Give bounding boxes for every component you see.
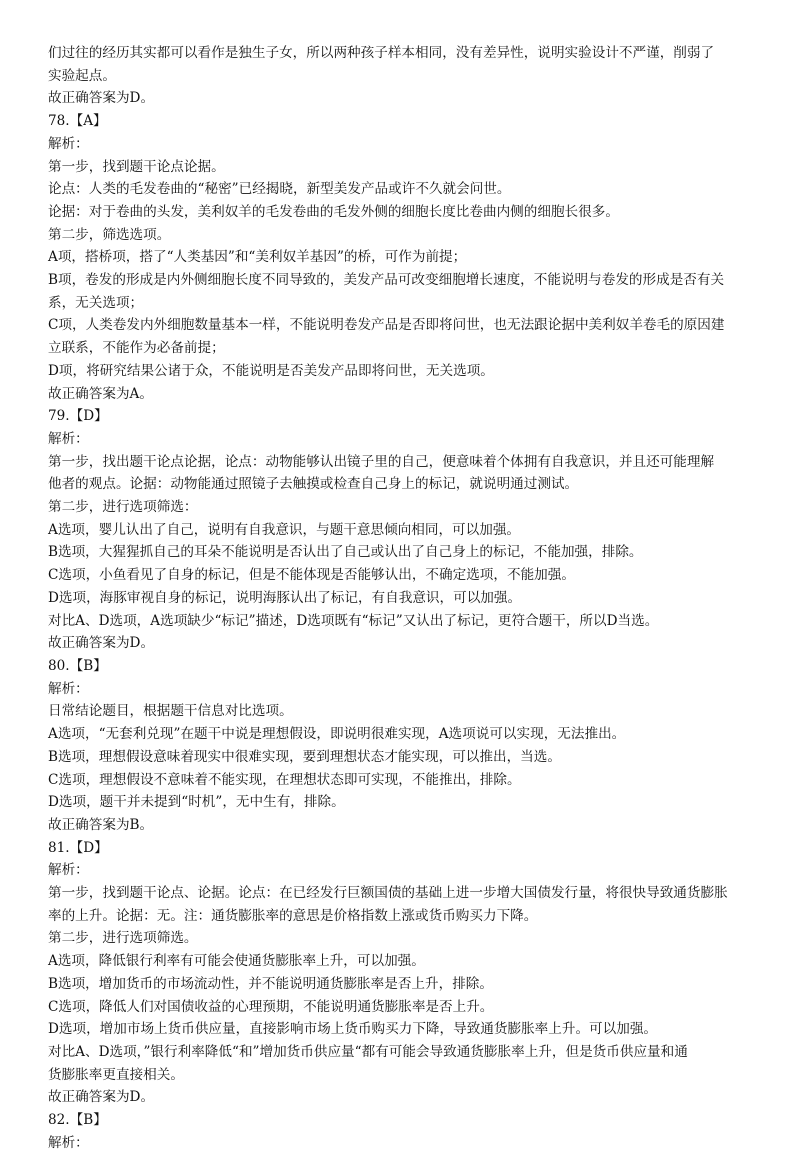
text-line: 故正确答案为A。: [48, 385, 153, 402]
text-line: 系，无关选项；: [48, 294, 144, 311]
text-line: 日常结论题目，根据题干信息对比选项。: [48, 703, 293, 720]
text-line: 第一步，找到题干论点、论据。论点：在已经发行巨额国债的基础上进一步增大国债发行量，将很快导致通货膨胀: [48, 885, 728, 902]
text-line: C选项，理想假设不意味着不能实现，在理想状态即可实现，不能推出，排除。: [48, 771, 521, 788]
text-line: 论据：对于卷曲的头发，美利奴羊的毛发卷曲的毛发外侧的细胞长度比卷曲内侧的细胞长很多。: [48, 203, 619, 220]
text-line: B选项，增加货币的市场流动性，并不能说明通货膨胀率是否上升，排除。: [48, 975, 493, 992]
question-number: 81.【D】: [48, 839, 108, 856]
text-line: 实验起点。: [48, 67, 116, 84]
text-line: 率的上升。论据：无。注：通货膨胀率的意思是价格指数上涨或货币购买力下降。: [48, 907, 538, 924]
text-line: 解析：: [48, 430, 89, 447]
text-line: 第二步，筛选选项。: [48, 226, 171, 243]
text-line: C选项，小鱼看见了自身的标记，但是不能体现是否能够认出，不确定选项，不能加强。: [48, 567, 575, 584]
text-line: 解析：: [48, 1134, 89, 1151]
text-line: 他者的观点。论据：动物能通过照镜子去触摸或检查自己身上的标记，就说明通过测试。: [48, 476, 579, 493]
text-line: 故正确答案为D。: [48, 635, 155, 652]
text-line: 第一步，找出题干论点论据，论点：动物能够认出镜子里的自己，便意味着个体拥有自我意识，并且还可能理解: [48, 453, 715, 470]
text-line: 故正确答案为B。: [48, 816, 154, 833]
text-line: B选项，大猩猩抓自己的耳朵不能说明是否认出了自己或认出了自己身上的标记，不能加强，排除。: [48, 544, 643, 561]
text-line: D选项，海豚审视自身的标记，说明海豚认出了标记，有自我意识，可以加强。: [48, 589, 522, 606]
text-line: C项，人类卷发内外细胞数量基本一样，不能说明卷发产品是否即将问世，也无法跟论据中美利奴羊卷毛的原因建: [48, 317, 725, 334]
text-line: 对比A、D选项，A选项缺少“标记”描述，D选项既有“标记”又认出了标记，更符合题干，所以D当选。: [48, 612, 659, 629]
text-line: B项，卷发的形成是内外侧细胞长度不同导致的，美发产品可改变细胞增长速度，不能说明与卷发的形成是否有关: [48, 272, 725, 289]
text-line: D选项，增加市场上货币供应量，直接影响市场上货币购买力下降，导致通货膨胀率上升。可以加强。: [48, 1021, 658, 1038]
text-line: 论点：人类的毛发卷曲的“秘密”已经揭晓，新型美发产品或许不久就会问世。: [48, 181, 511, 198]
text-line: 故正确答案为D。: [48, 90, 155, 107]
text-line: A选项，“无套利兑现”在题干中说是理想假设，即说明很难实现，A选项说可以实现，无法推出。: [48, 726, 626, 743]
text-line: 第二步，进行选项筛选：: [48, 499, 198, 516]
text-line: A项，搭桥项，搭了“人类基因”和“美利奴羊基因”的桥，可作为前提；: [48, 249, 467, 266]
question-number: 78.【A】: [48, 113, 107, 130]
text-line: B选项，理想假设意味着现实中很难实现，要到理想状态才能实现，可以推出，当选。: [48, 748, 561, 765]
text-line: C选项，降低人们对国债收益的心理预期，不能说明通货膨胀率是否上升。: [48, 998, 494, 1015]
text-line: D选项，题干并未提到“时机”，无中生有，排除。: [48, 794, 345, 811]
text-line: 货膨胀率更直接相关。: [48, 1066, 184, 1083]
text-line: 第二步，进行选项筛选。: [48, 930, 198, 947]
text-line: 故正确答案为D。: [48, 1089, 155, 1106]
text-line: 立联系，不能作为必备前提；: [48, 340, 225, 357]
text-line: A选项，婴儿认出了自己，说明有自我意识，与题干意思倾向相同，可以加强。: [48, 521, 521, 538]
question-number: 82.【B】: [48, 1112, 107, 1129]
question-number: 79.【D】: [48, 408, 108, 425]
text-line: A选项，降低银行利率有可能会使通货膨胀率上升，可以加强。: [48, 953, 425, 970]
text-line: D项，将研究结果公诸于众，不能说明是否美发产品即将问世，无关选项。: [48, 362, 494, 379]
text-line: 解析：: [48, 862, 89, 879]
text-line: 们过往的经历其实都可以看作是独生子女，所以两种孩子样本相同，没有差异性，说明实验设计不严谨，削弱了: [48, 45, 715, 61]
text-line: 解析：: [48, 135, 89, 152]
text-line: 解析：: [48, 680, 89, 697]
text-line: 对比A、D选项，”银行利率降低“和”增加货币供应量“都有可能会导致通货膨胀率上升，但是货币供应量和通: [48, 1043, 688, 1060]
question-number: 80.【B】: [48, 657, 107, 674]
text-line: 第一步，找到题干论点论据。: [48, 158, 225, 175]
